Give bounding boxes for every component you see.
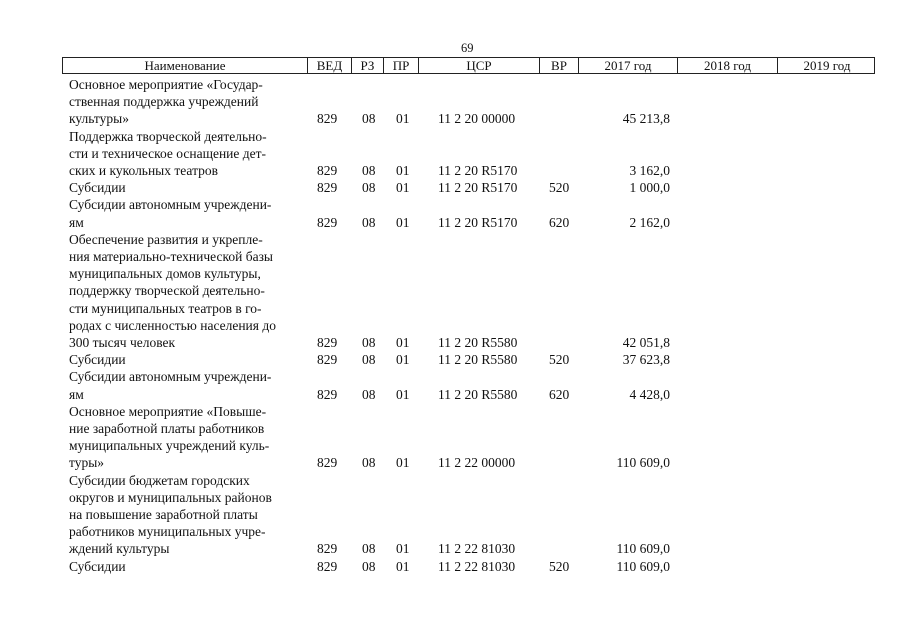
row-amount-2017: 37 623,8 [622,352,670,368]
header-csr: ЦСР [418,58,539,73]
row-amount-2017: 45 213,8 [622,111,670,127]
row-vr: 620 [549,214,570,230]
row-name-line: Обеспечение развития и укрепле- [69,231,263,247]
row-rz: 08 [362,541,376,557]
row-csr: 11 2 20 R5170 [438,162,518,178]
row-csr: 11 2 20 R5580 [438,334,518,350]
budget-table [62,57,875,574]
row-amount-2017: 3 162,0 [629,162,670,178]
row-name-line: ских и кукольных театров [69,162,219,178]
header-2018: 2018 год [677,58,777,73]
row-amount-2017: 110 609,0 [616,558,670,574]
row-amount-2017: 110 609,0 [616,455,670,471]
row-name-line: Субсидии автономным учреждени- [69,369,272,385]
row-rz: 08 [362,334,376,350]
table-row [62,128,875,180]
row-vr: 520 [549,352,570,368]
row-pr: 01 [396,162,410,178]
row-name-line: муниципальных учреждений куль- [69,438,270,454]
row-name-line: Субсидии [69,558,126,574]
header-rz: РЗ [351,58,383,73]
row-name-line: Субсидии [69,352,126,368]
row-amount-2017: 4 428,0 [629,386,670,402]
row-name-line: 300 тысяч человек [69,334,176,350]
header-name: Наименование [144,58,226,73]
row-name-line: работников муниципальных учре- [69,524,266,540]
row-amount-2017: 42 051,8 [622,334,670,350]
row-rz: 08 [362,455,376,471]
row-rz: 08 [362,180,376,196]
row-name [69,558,304,575]
row-name [69,76,304,128]
row-name [69,403,304,472]
row-pr: 01 [396,334,410,350]
header-ved: ВЕД [307,58,351,73]
row-vr: 520 [549,180,570,196]
header-vr: ВР [539,58,578,73]
row-rz: 08 [362,162,376,178]
row-name-line: сти муниципальных театров в го- [69,300,262,316]
row-pr: 01 [396,214,410,230]
row-name-line: на повышение заработной платы [69,506,258,522]
row-name-line: Субсидии бюджетам городских [69,472,250,488]
row-name [69,231,304,351]
row-csr: 11 2 20 R5170 [438,180,518,196]
row-vr: 520 [549,558,570,574]
row-csr: 11 2 22 81030 [438,541,516,557]
header-2017: 2017 год [578,58,677,73]
table-row [62,76,875,128]
row-rz: 08 [362,214,376,230]
row-csr: 11 2 22 81030 [438,558,516,574]
row-amount-2017: 1 000,0 [629,180,670,196]
table-row [62,368,875,402]
row-csr: 11 2 22 00000 [438,455,516,471]
row-pr: 01 [396,352,410,368]
page-number: 69 [461,41,474,55]
row-ved: 829 [317,541,338,557]
row-rz: 08 [362,111,376,127]
row-pr: 01 [396,180,410,196]
row-ved: 829 [317,558,338,574]
row-name-line: ственная поддержка учреждений [69,94,259,110]
table-row [62,196,875,230]
row-name [69,179,304,196]
row-ved: 829 [317,162,338,178]
row-name [69,472,304,558]
row-name [69,368,304,402]
row-amount-2017: 2 162,0 [629,214,670,230]
table-row [62,231,875,351]
row-name [69,196,304,230]
row-pr: 01 [396,111,410,127]
row-csr: 11 2 20 00000 [438,111,516,127]
row-name-line: ния материально-технической базы [69,248,273,264]
table-header [62,57,875,74]
row-name-line: родах с численностью населения до [69,317,276,333]
row-csr: 11 2 20 R5580 [438,352,518,368]
row-name [69,128,304,180]
row-rz: 08 [362,558,376,574]
row-ved: 829 [317,111,338,127]
row-name-line: Основное мероприятие «Государ- [69,77,263,92]
row-name-line: ждений культуры [69,541,170,557]
row-csr: 11 2 20 R5580 [438,386,518,402]
header-2019: 2019 год [777,58,876,73]
table-row [62,558,875,575]
row-name-line: сти и техническое оснащение дет- [69,145,267,161]
row-name-line: поддержку творческой деятельно- [69,283,265,299]
row-name-line: туры» [69,455,105,471]
row-name-line: округов и муниципальных районов [69,489,272,505]
row-name-line: ям [69,386,84,402]
table-row [62,179,875,196]
row-ved: 829 [317,455,338,471]
row-rz: 08 [362,352,376,368]
row-name-line: культуры» [69,111,129,127]
row-name-line: Основное мероприятие «Повыше- [69,403,267,419]
row-name-line: Субсидии [69,180,126,196]
row-pr: 01 [396,558,410,574]
row-ved: 829 [317,214,338,230]
table-row [62,351,875,368]
row-ved: 829 [317,386,338,402]
row-pr: 01 [396,455,410,471]
row-name-line: муниципальных домов культуры, [69,266,261,282]
row-name-line: ям [69,214,84,230]
row-ved: 829 [317,180,338,196]
header-pr: ПР [383,58,418,73]
row-ved: 829 [317,352,338,368]
row-vr: 620 [549,386,570,402]
table-row [62,403,875,472]
row-rz: 08 [362,386,376,402]
table-row [62,472,875,558]
row-csr: 11 2 20 R5170 [438,214,518,230]
row-name-line: Поддержка творческой деятельно- [69,128,267,144]
row-amount-2017: 110 609,0 [616,541,670,557]
row-pr: 01 [396,386,410,402]
row-name-line: ние заработной платы работников [69,420,265,436]
row-ved: 829 [317,334,338,350]
row-pr: 01 [396,541,410,557]
row-name-line: Субсидии автономным учреждени- [69,197,272,213]
row-name [69,351,304,368]
